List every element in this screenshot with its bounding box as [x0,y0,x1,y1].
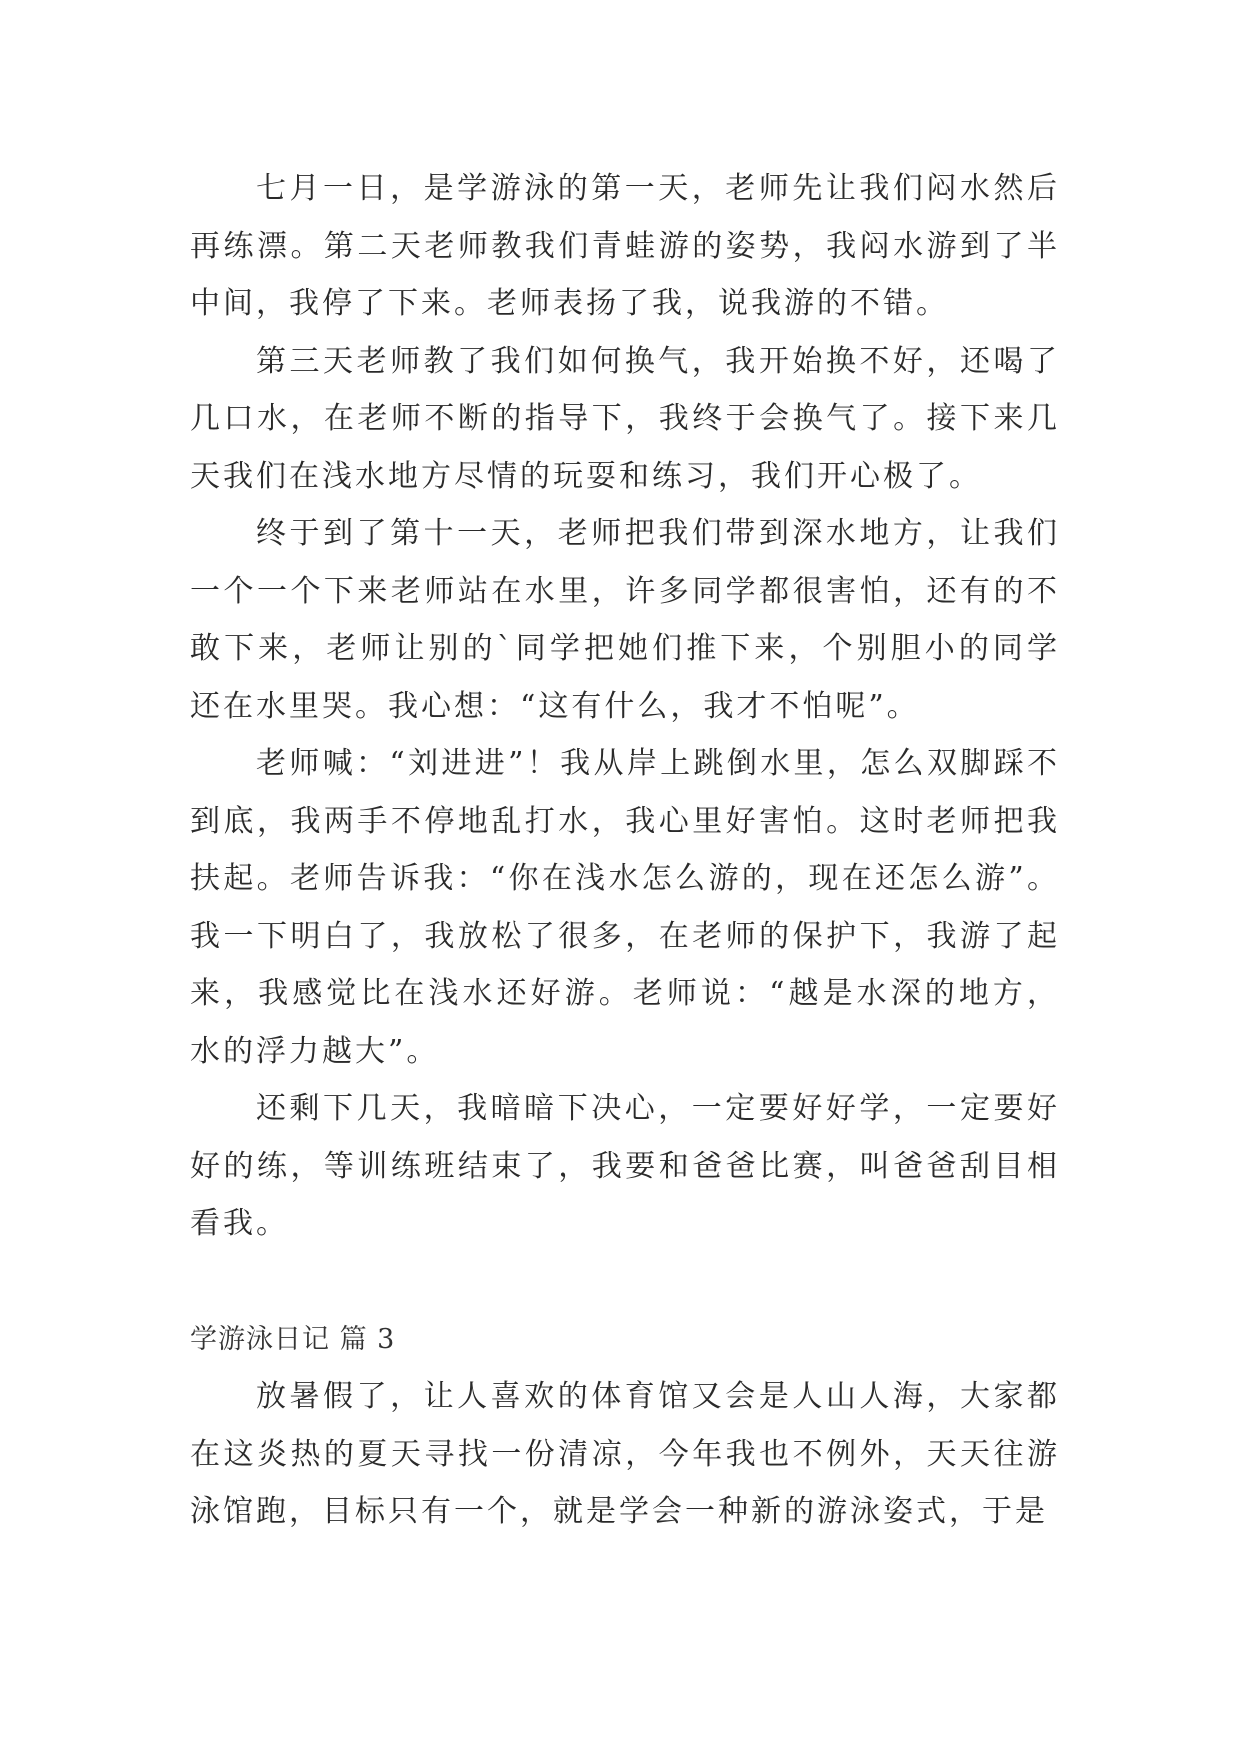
section-heading: 学游泳日记 篇 3 [190,1323,396,1355]
document-body [190,160,1060,1541]
paragraph-5: 还剩下几天，我暗暗下决心，一定要好好学，一定要好好的练，等训练班结束了，我要和爸爸比赛，叫爸爸刮目相看我。 [190,1091,1060,1241]
paragraph-4: 老师喊：“刘进进”！我从岸上跳倒水里，怎么双脚踩不到底，我两手不停地乱打水，我心里好害怕。这时老师把我扶起。老师告诉我：“你在浅水怎么游的，现在还怎么游”。我一下明白了，我放松了很多，在老师的保护下，我游了起来，我感觉比在浅水还好游。老师说：“越是水深的地方，水的浮力越大”。 [190,746,1060,1069]
paragraph-2: 第三天老师教了我们如何换气，我开始换不好，还喝了几口水，在老师不断的指导下，我终于会换气了。接下来几天我们在浅水地方尽情的玩耍和练习，我们开心极了。 [190,343,1060,494]
paragraph-1: 七月一日，是学游泳的第一天，老师先让我们闷水然后再练漂。第二天老师教我们青蛙游的姿势，我闷水游到了半中间，我停了下来。老师表扬了我，说我游的不错。 [190,171,1060,321]
paragraph-6: 放暑假了，让人喜欢的体育馆又会是人山人海，大家都在这炎热的夏天寻找一份清凉，今年我也不例外，天天往游泳馆跑，目标只有一个，就是学会一种新的游泳姿式，于是 [190,1379,1060,1529]
paragraph-3: 终于到了第十一天，老师把我们带到深水地方，让我们一个一个下来老师站在水里，许多同学都很害怕，还有的不敢下来，老师让别的`同学把她们推下来，个别胆小的同学还在水里哭。我心想：“这有什么，我才不怕呢”。 [190,516,1060,724]
